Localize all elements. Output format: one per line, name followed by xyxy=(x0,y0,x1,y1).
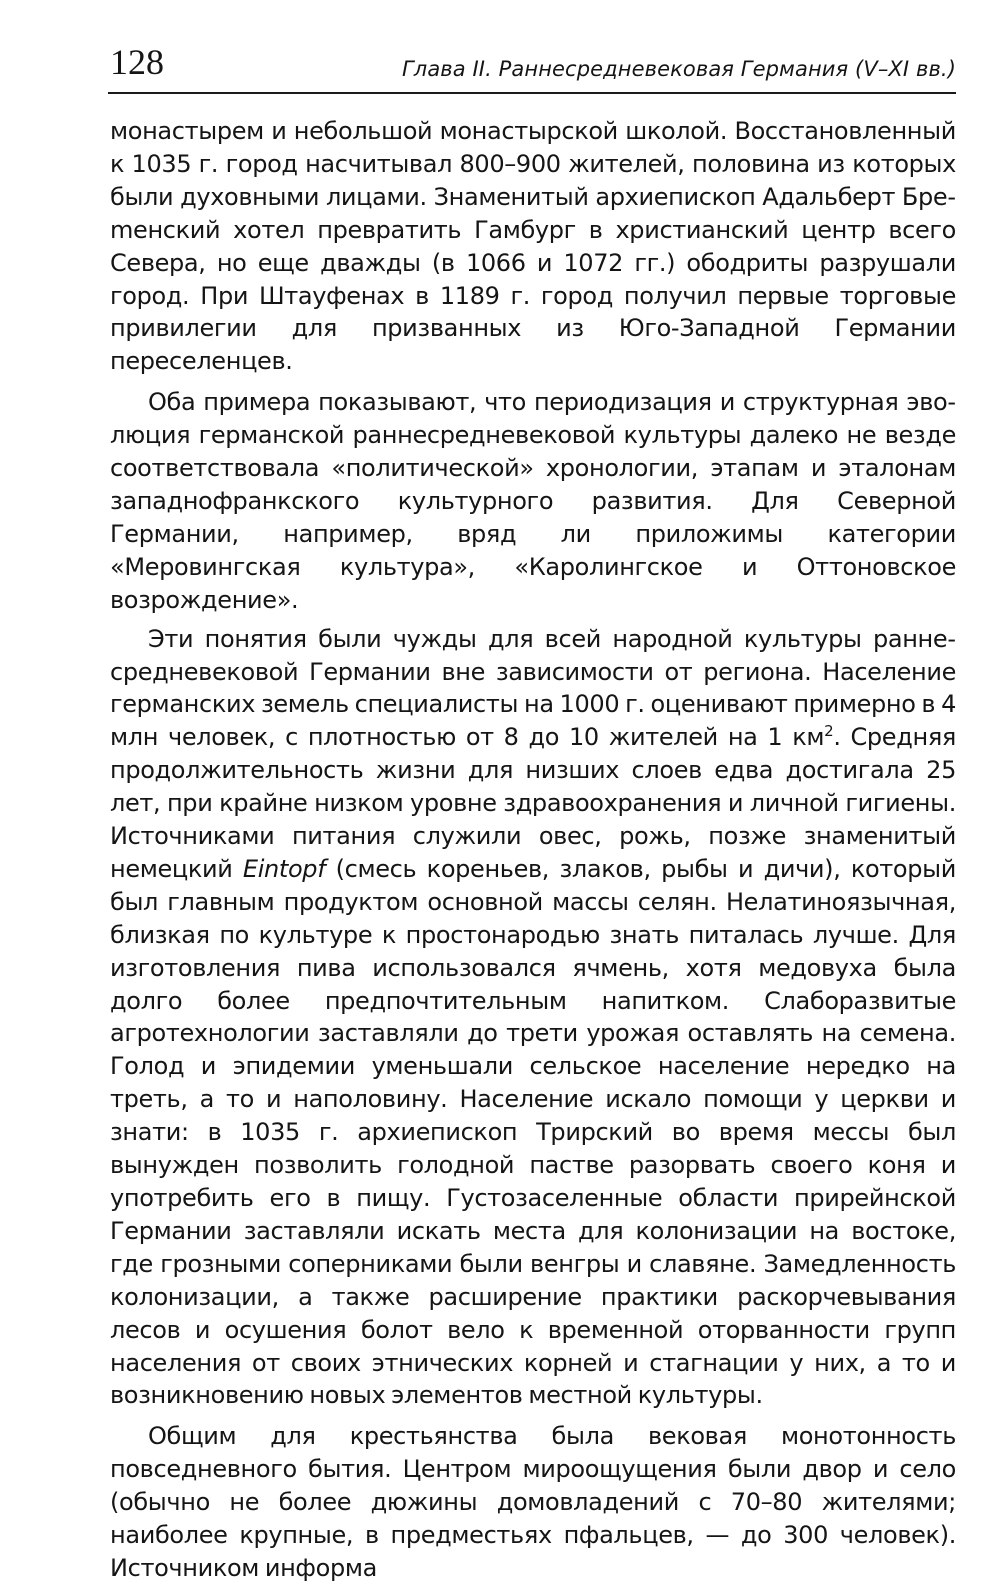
paragraph-continued: монастырем и небольшой монастырской школой. Восстановленный к 1035 г. город насчитывал 800–900 жителей, половина из которых были духовными лицами. Знаменитый архиепископ Адальберт Бреmенский хотел превратить Гамбург в христианский центр всего Севера, но еще дважды (в 1066 и 1072 гг.) ободриты разрушали город. При Штауфенах в 1189 г. город получил первые торговые привилегии для призванных из Юго-Западной Германии переселенцев. xyxy=(110,117,956,376)
page-number: 128 xyxy=(110,42,164,82)
paragraph-peasantry: Общим для крестьянства была вековая монотонность повседневного бытия. Центром мироощущения были двор и село (обычно не более дюжины домовладений с 70–80 жителями; наиболее крупные, в предместьях пфальцев, — до 300 человек). Источником информа xyxy=(110,1422,956,1582)
running-header xyxy=(108,42,956,94)
paragraph-population-part-3: (смесь кореньев, злаков, рыбы и дичи), который был главным продуктом основной массы селян. Нелатиноязычная, близкая по культуре к простонародью знать питалась лучше. Для изготовления пива использовался ячмень, хотя медовуха была долго более предпочтительным напитком. Слаборазвитые агротехнологии заставляли до трети урожая оставлять на семена. Голод и эпидемии уменьшали сельское население нередко на треть, а то и наполовину. Население искало помощи у церкви и знати: в 1035 г. архиепископ Трирский во время мессы был вынужден позволить голодной пастве разорвать своего коня и употребить его в пищу. Густозаселенные области прирейнской Германии заставляли искать места для колонизации на востоке, где грозными соперниками были венгры и славяне. Замедленность колонизации, а также расширение практики раскорчевывания лесов и осушения болот вело к временной оторванности групп населения от своих этнических корней и стагнации у них, а то и возникновению новых элементов местной культуры. xyxy=(110,854,956,1410)
paragraph-population-part-2: . Средняя продолжительность жизни для низших слоев едва достигала 25 лет, при крайне низком уровне здравоохранения и личной гигиены. Источниками питания служили овес, рожь, позже знаменитый немецкий xyxy=(110,723,956,883)
paragraph-periodization: Оба примера показывают, что периодизация и структурная эволюция германской раннесредневековой культуры далеко не везде соответствовала «политической» хронологии, этапам и эталонам западнофранкского культурного развития. Для Северной Германии, например, вряд ли приложимы категории «Меровингская культура», «Каролингское и Оттоновское возрождение». xyxy=(110,388,956,614)
italic-term-eintopf: Eintopf xyxy=(242,854,326,883)
body-text xyxy=(110,115,956,1585)
chapter-title: Глава II. Раннесредневековая Германия (V–XI вв.) xyxy=(402,57,956,81)
paragraph-population xyxy=(110,623,956,1413)
superscript-km2: 2 xyxy=(824,722,834,741)
paragraph-population-part-1: Эти понятия были чужды для всей народной культуры раннесредневековой Германии вне зависимости от региона. Население германских земель специалисты на 1000 г. оценивают примерно в 4 млн человек, с плотностью от 8 до 10 жителей на 1 км xyxy=(110,624,956,752)
